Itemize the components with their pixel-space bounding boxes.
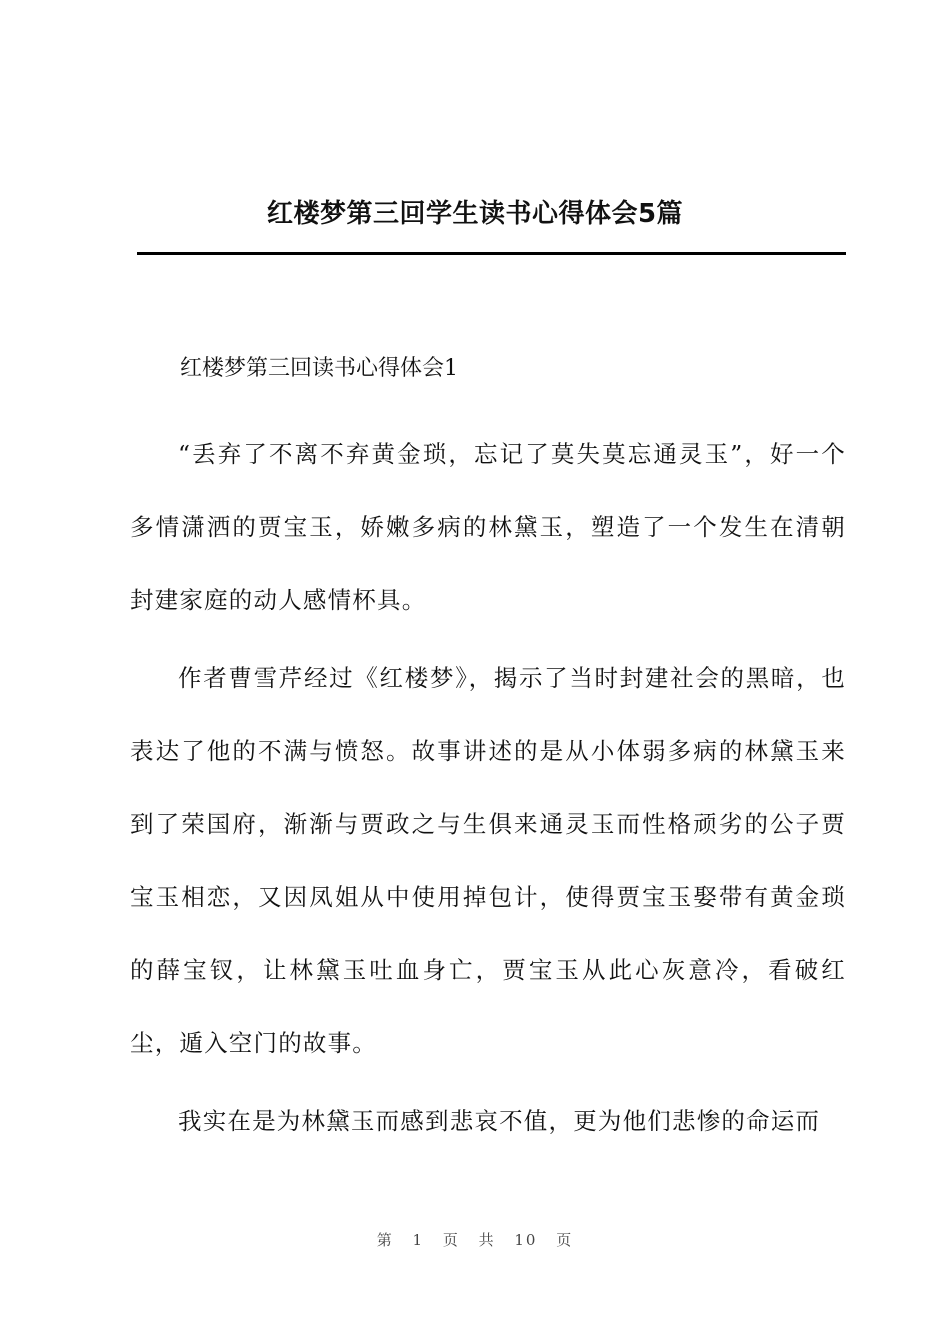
document-title: 红楼梦第三回学生读书心得体会5篇 [266,199,684,229]
page-number-footer: 第 1 页 共 10 页 [376,1231,574,1249]
paragraph-3: 我实在是为林黛玉而感到悲哀不值，更为他们悲惨的命运而 [178,1107,821,1135]
title-underline [137,252,846,255]
section-heading: 红楼梦第三回读书心得体会1 [180,356,458,381]
paragraph-1: “丢弃了不离不弃黄金琐，忘记了莫失莫忘通灵玉”，好一个多情潇洒的贾宝玉，娇嫩多病的林黛玉，塑造了一个发生在清朝封建家庭的动人感情杯具。 [130,440,846,614]
document-body [130,345,846,1163]
paragraph-2: 作者曹雪芹经过《红楼梦》，揭示了当时封建社会的黑暗，也表达了他的不满与愤怒。故事讲述的是从小体弱多病的林黛玉来到了荣国府，渐渐与贾政之与生俱来通灵玉而性格顽劣的公子贾宝玉相恋，又因凤姐从中使用掉包计，使得贾宝玉娶带有黄金琐的薛宝钗，让林黛玉吐血身亡，贾宝玉从此心灰意冷，看破红尘，遁入空门的故事。 [130,664,846,1057]
